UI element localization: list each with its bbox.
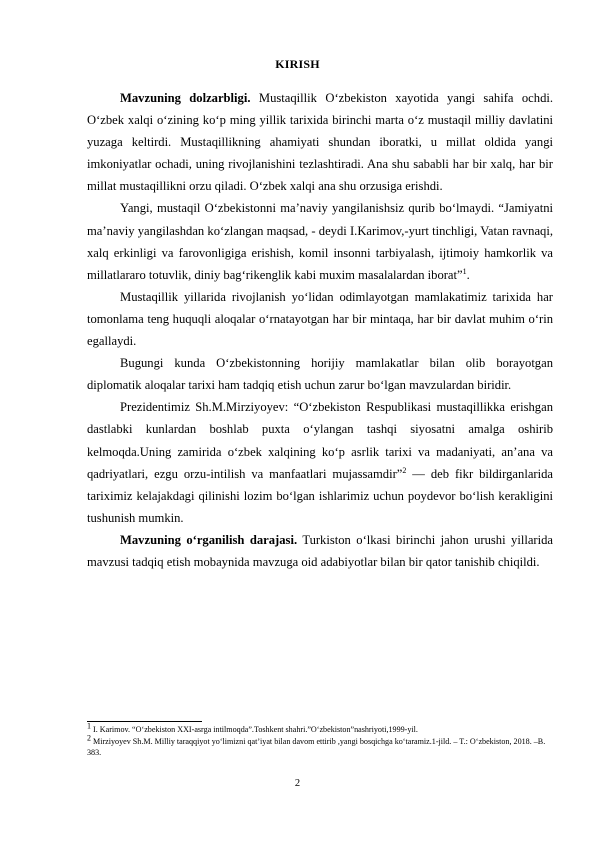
footnote-1-text: I. Karimov. “O‘zbekiston XXI-asrga intilmoqda”.Toshkent shahri.”O‘zbekiston”nashriyoti,1999-yil. <box>91 725 418 734</box>
relevance-text: Mustaqillik O‘zbekiston xayotida yangi sahifa ochdi. O‘zbek xalqi o‘zining ko‘p ming yillik tarixida birinchi marta o‘z mustaqil milliy davlatini yuzaga keltirdi. Mustaqillikning ahamiyati shundan iboratki, u millat oldida yangi imkoniyatlar ochadi, uning rivojlanishini tezlashtiradi. Ana shu sababli har bir xalq, har bir millat mustaqillikni orzu qiladi. O‘zbek xalqi ana shu orzusiga erishdi. <box>87 91 554 194</box>
spiritual-renewal-tail: . <box>466 267 470 282</box>
page-number: 2 <box>294 778 301 789</box>
footnote-1 <box>87 721 557 736</box>
paragraph-relevance <box>87 87 553 197</box>
footnote-2-number: 2 <box>87 732 91 742</box>
footnote-ref-1[interactable]: 1 <box>462 266 467 276</box>
footnote-2 <box>87 732 557 759</box>
footnote-divider <box>87 721 202 722</box>
paragraph-diplomatic-relations <box>87 352 553 396</box>
footnotes <box>87 721 557 759</box>
body-text <box>87 87 553 573</box>
study-level-text: Turkiston o‘lkasi birinchi jahon urushi yillarida mavzusi tadqiq etish mobaynida mavzuga oid adabiyotlar bilan bir qator tanishib chiqildi. <box>87 532 553 569</box>
diplomatic-relations-text: Bugungi kunda O‘zbekistonning horijiy mamlakatlar bilan olib borayotgan diplomatik aloqalar tarixi ham tadqiq etish uchun zarur bo‘lgan mavzulardan biridir. <box>87 356 553 393</box>
footnote-1-number: 1 <box>87 721 91 731</box>
study-level-lead: Mavzuning o‘rganilish darajasi. <box>120 532 298 547</box>
independence-years-text: Mustaqillik yillarida rivojlanish yo‘lidan odimlayotgan mamlakatimiz tarixida har tomonlama teng huquqli aloqalar o‘rnatayotgan har bir mintaqa, har bir davlat muhim o‘rin egallaydi. <box>87 289 553 349</box>
footnote-2-text: Mirziyoyev Sh.M. Milliy taraqqiyot yo‘limizni qat’iyat bilan davom ettirib ,yangi bosqichga ko‘taramiz.1-jild. – T.: O‘zbekiston, 2018. –B. 383. <box>87 736 546 757</box>
paragraph-spiritual-renewal <box>87 197 553 285</box>
spiritual-renewal-text: Yangi, mustaqil O‘zbekistonni ma’naviy yangilanishsiz qurib bo‘lmaydi. “Jamiyatni ma’naviy yangilashdan ko‘zlangan maqsad, - deydi I.Karimov,-yurt tinchligi, Vatan ravnaqi, xalq erkinligi va farovonligiga erishish, komil insonni tarbiyalash, ijtimoiy hamkorlik va millatlararo totuvlik, diniy bag‘rikenglik kabi muxim masalalardan iborat” <box>87 201 553 282</box>
relevance-lead: Mavzuning dolzarbligi. <box>120 91 251 105</box>
footnote-ref-2[interactable]: 2 <box>402 465 407 475</box>
paragraph-study-level <box>87 529 553 573</box>
paragraph-independence-years <box>87 286 553 352</box>
section-heading: KIRISH <box>275 57 320 71</box>
president-quote-tail: — deb fikr bildirganlarida tariximiz kelajakdagi qilinishi lozim bo‘lgan ishlarimiz uchun poydevor bo‘lish kerakligini tushunish mumkin. <box>87 466 553 525</box>
president-quote-text: Prezidentimiz Sh.M.Mirziyoyev: “O‘zbekiston Respublikasi mustaqillikka erishgan dastlabki kunlardan boshlab puxta o‘ylangan tashqi siyosatni amalga oshirib kelmoqda.Uning zamirida o‘zbek xalqining ko‘p asrlik tarixi va madaniyati, an’ana va qadriyatlari, ezgu orzu-intilish va manfaatlari mujassamdir” <box>87 400 553 481</box>
paragraph-president-quote <box>87 396 553 529</box>
